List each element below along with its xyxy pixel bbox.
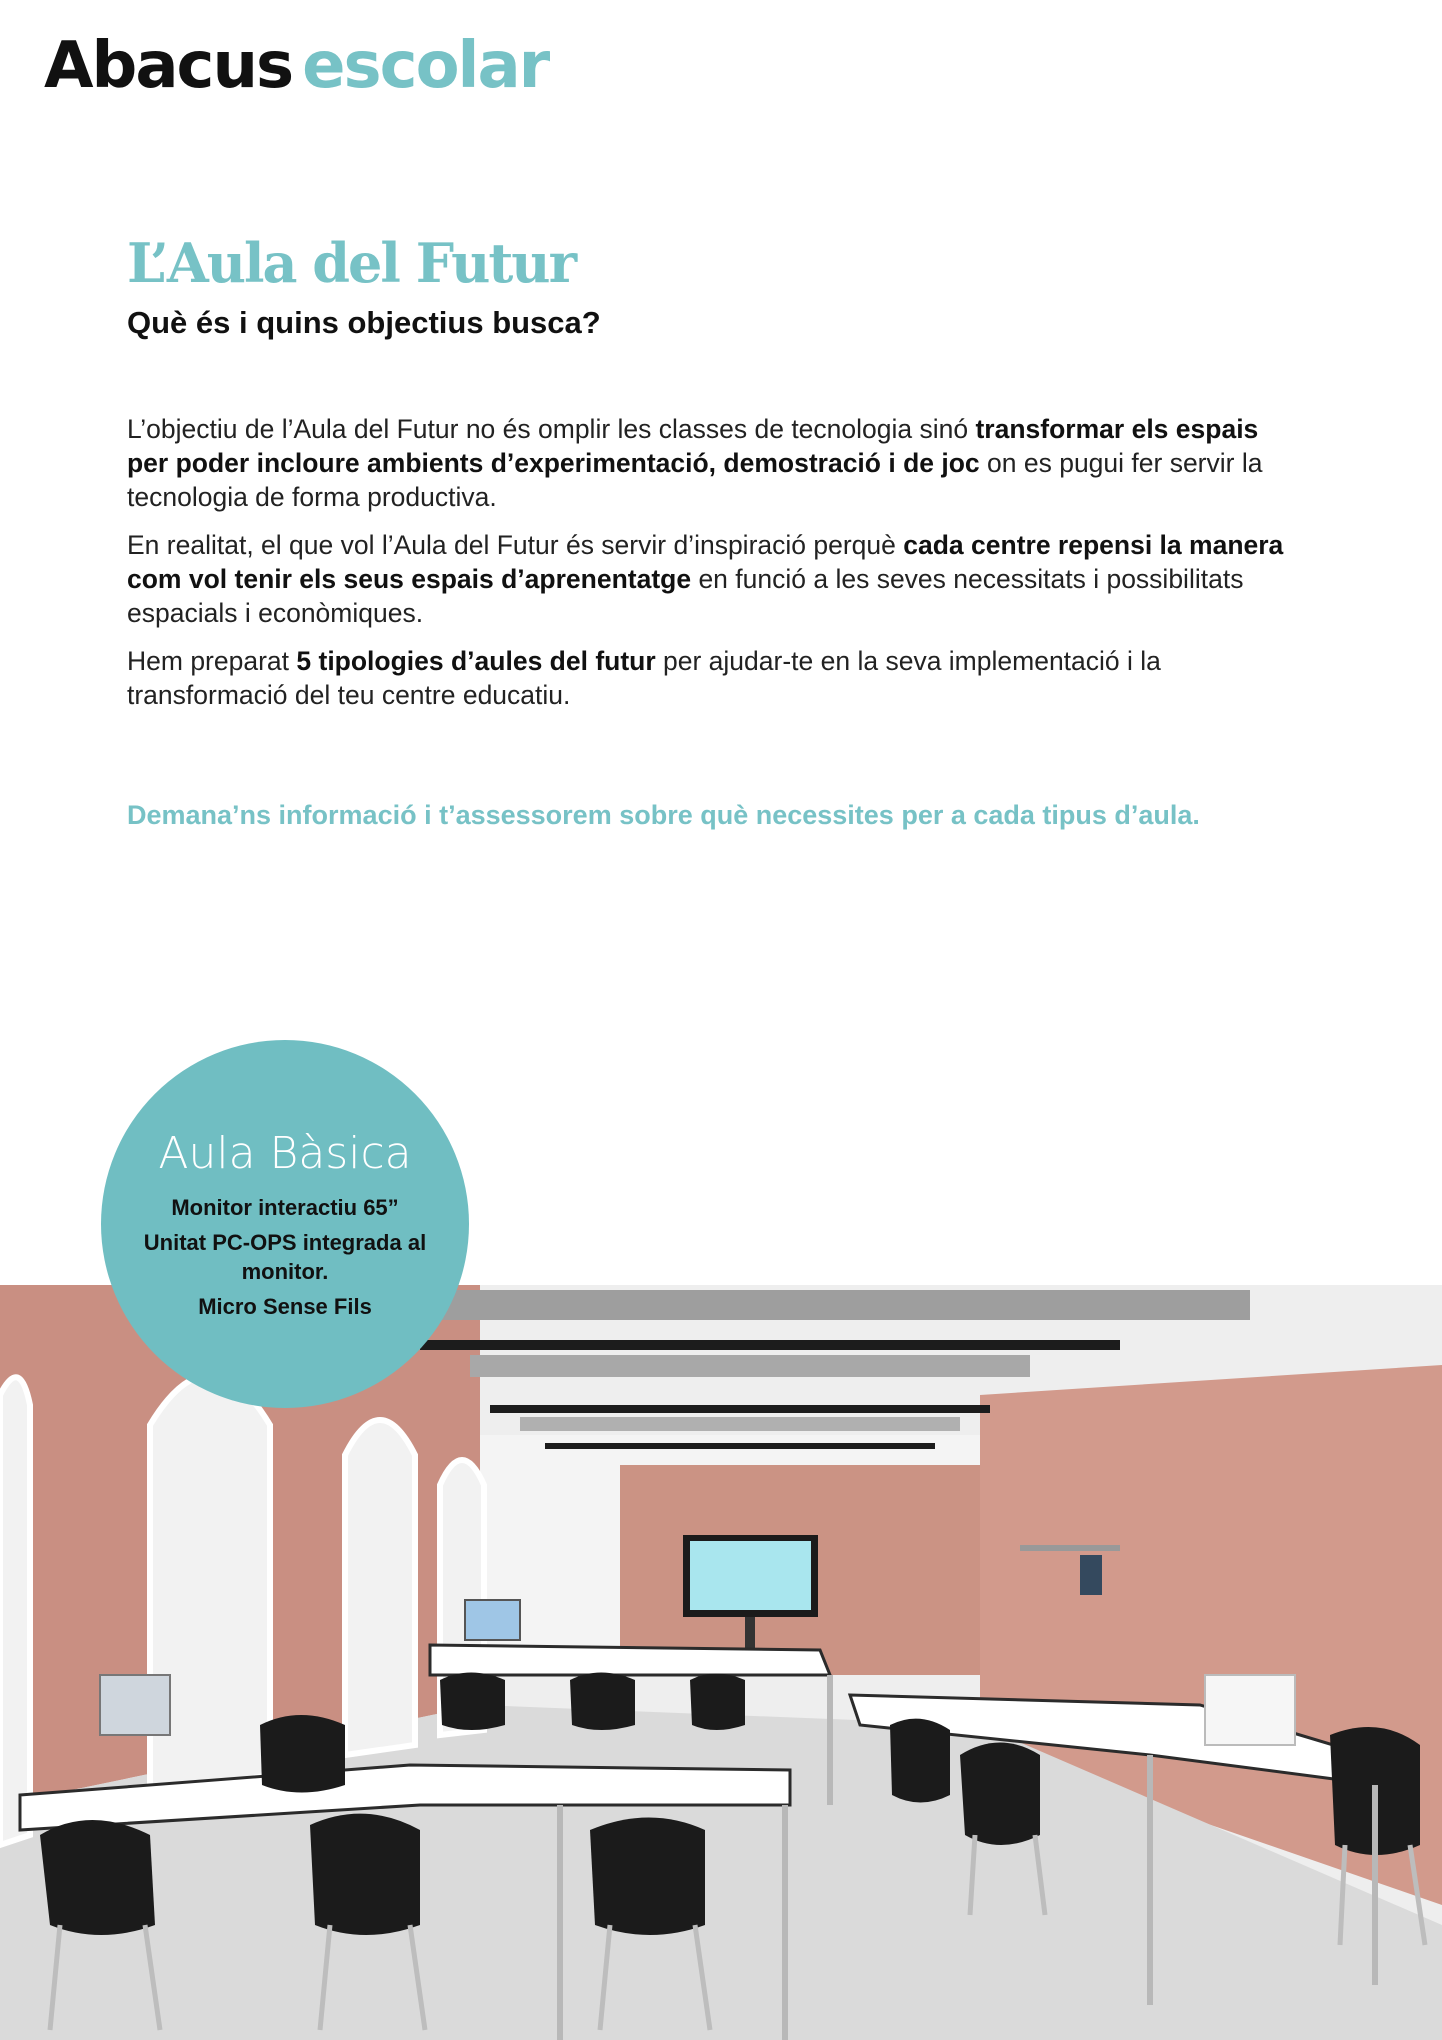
aula-features [101, 1193, 469, 1321]
call-to-action: Demana’ns informació i t’assessorem sobre què necessites per a cada tipus d’aula. [127, 800, 1200, 830]
paragraph-1-bold: transformar els espais per poder incloure ambients d’experimentació, demostració i de joc [127, 414, 1259, 478]
classroom-illustration [0, 1285, 1442, 2040]
brand-logo [44, 29, 549, 103]
paragraph-2-text-b: en funció a les seves necessitats i possibilitats espacials i econòmiques. [127, 564, 1244, 628]
paragraph-3-bold: 5 tipologies d’aules del futur [296, 646, 656, 676]
aula-title: Aula Bàsica [158, 1128, 412, 1179]
paragraph-1-text-b: on es pugui fer servir la tecnologia de forma productiva. [127, 448, 1263, 512]
feature-item: Micro Sense Fils [198, 1294, 372, 1319]
brand-name-part1: Abacus [44, 29, 293, 103]
paragraph-3-text-a: Hem preparat [127, 646, 297, 676]
paragraph-3 [127, 644, 1297, 712]
page-title: L’Aula del Futur [127, 231, 576, 295]
paragraph-2-text-a: En realitat, el que vol l’Aula del Futur és servir d’inspiració perquè [127, 530, 904, 560]
aula-basica-badge [101, 1040, 469, 1408]
paragraph-2 [127, 528, 1297, 630]
brand-name-part2: escolar [302, 29, 549, 103]
page-subtitle: Què és i quins objectius busca? [127, 305, 601, 340]
classroom-photo [0, 1285, 1442, 2040]
body-text [127, 412, 1297, 726]
paragraph-3-text-b: per ajudar-te en la seva implementació i la transformació del teu centre educatiu. [127, 646, 1161, 710]
paragraph-2-bold: cada centre repensi la manera com vol tenir els seus espais d’aprenentatge [127, 530, 1284, 594]
paragraph-1 [127, 412, 1297, 514]
feature-item: Monitor interactiu 65” [171, 1195, 399, 1220]
paragraph-1-text-a: L’objectiu de l’Aula del Futur no és omplir les classes de tecnologia sinó [127, 414, 976, 444]
feature-item: Unitat PC-OPS integrada al monitor. [143, 1230, 427, 1284]
